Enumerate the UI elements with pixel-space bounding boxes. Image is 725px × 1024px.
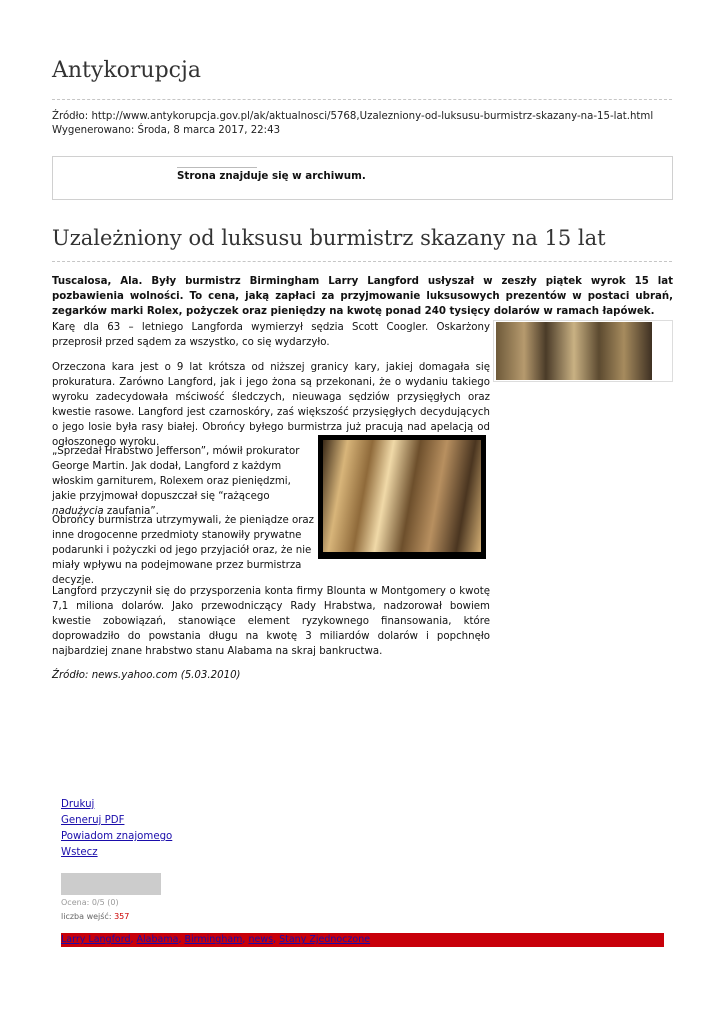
article-lead: Tuscalosa, Ala. Były burmistrz Birmingham Larry Langford usłyszał w zeszły piątek wyrok 15 lat pozbawienia wolności. To cena, jaką zapłaci za przyjmowanie luksusowych prezentów w postaci ubrań, zegarków marki Rolex, pożyczek oraz pieniędzy na kwotę ponad 240 tysięcy dolarów w ramach łapówek. (52, 276, 673, 317)
tag-link[interactable]: Larry Langford (61, 934, 131, 945)
tag-separator: , (242, 934, 249, 945)
title-divider (52, 99, 672, 100)
rating-text: Ocena: 0/5 (0) (61, 898, 119, 907)
suits-photo-large (323, 440, 481, 552)
rating-widget[interactable] (61, 873, 161, 895)
generate-pdf-link[interactable]: Generuj PDF (61, 815, 125, 826)
tag-separator: , (130, 934, 137, 945)
tag-link[interactable]: Stany Zjednoczone (279, 934, 371, 945)
article-paragraph-3 (52, 444, 314, 519)
p3-text-start: „Sprzedał Hrabstwo Jefferson”, mówił prokurator George Martin. Jak dodał, Langford z każdym włoskim garniturem, Rolexem oraz pieniędzmi, jakie przyjmował dopuszczał się “rażącego (52, 446, 300, 502)
tag-link[interactable]: Alabama (136, 934, 179, 945)
article-image-suits-large (318, 435, 486, 559)
archive-notice-text: Strona znajduje się w archiwum. (177, 170, 366, 182)
article-actions (61, 797, 172, 861)
view-count-label: liczba wejść: (61, 912, 115, 921)
tags-bar (61, 933, 664, 947)
article-title-divider (52, 261, 672, 262)
archive-notice-rule (177, 167, 257, 168)
tag-separator: , (273, 934, 280, 945)
suits-photo (496, 322, 652, 380)
source-url-line: Źródło: http://www.antykorupcja.gov.pl/ak/aktualnosci/5768,Uzalezniony-od-luksusu-burmistrz-skazany-na-15-lat.html (52, 111, 654, 122)
article-paragraph-1: Karę dla 63 – letniego Langforda wymierzył sędzia Scott Coogler. Oskarżony przeprosił przed sądem za wszystko, co się wydarzyło. (52, 322, 490, 348)
article-paragraph-4: Obrońcy burmistrza utrzymywali, że pieniądze oraz inne drogocenne przedmioty stanowiły prywatne podarunki i pożyczki od jego przyjaciół oraz, że nie miały wpływu na podejmowane przez burmistrza decyzje. (52, 515, 314, 586)
article-title: Uzależniony od luksusu burmistrz skazany na 15 lat (52, 226, 606, 250)
article-source: Źródło: news.yahoo.com (5.03.2010) (52, 670, 241, 681)
tag-link[interactable]: news (248, 934, 274, 945)
view-count (61, 912, 129, 921)
tag-separator: , (178, 934, 185, 945)
archive-notice-box (52, 156, 673, 200)
article-paragraph-2: Orzeczona kara jest o 9 lat krótsza od niższej granicy kary, jakiej domagała się prokuratura. Zarówno Langford, jak i jego żona są przekonani, że o wydaniu takiego wyroku zadecydowała mściwość śledczych, nieuwaga sędziów przysięgłych oraz kwestie rasowe. Langford jest czarnoskóry, zaś większość przysięgłych decydujących o jego losie była rasy białej. Obrońcy byłego burmistrza już pracują nad apelacją od ogłoszonego wyroku. (52, 362, 490, 448)
tag-link[interactable]: Birmingham (184, 934, 243, 945)
p3-italic-word: nadużycia (52, 506, 104, 517)
generated-date-line: Wygenerowano: Środa, 8 marca 2017, 22:43 (52, 124, 281, 136)
p3-text-end: zaufania”. (103, 506, 159, 517)
view-count-value: 357 (114, 912, 130, 921)
site-title: Antykorupcja (52, 58, 201, 83)
page-meta (52, 110, 653, 137)
print-link[interactable]: Drukuj (61, 799, 95, 810)
article-paragraph-5: Langford przyczynił się do przysporzenia konta firmy Blounta w Montgomery o kwotę 7,1 miliona dolarów. Jako przewodniczący Rady Hrabstwa, nadzorował bowiem kwestie zobowiązań, stanowiące element ryzykownego finansowania, które doprowadziło do powstania długu na kwotę 3 miliardów dolarów i popchnęło najbardziej znane hrabstwo stanu Alabama na skraj bankructwa. (52, 586, 490, 657)
article-image-suits-small (493, 320, 673, 382)
notify-friend-link[interactable]: Powiadom znajomego (61, 831, 173, 842)
back-link[interactable]: Wstecz (61, 847, 98, 858)
